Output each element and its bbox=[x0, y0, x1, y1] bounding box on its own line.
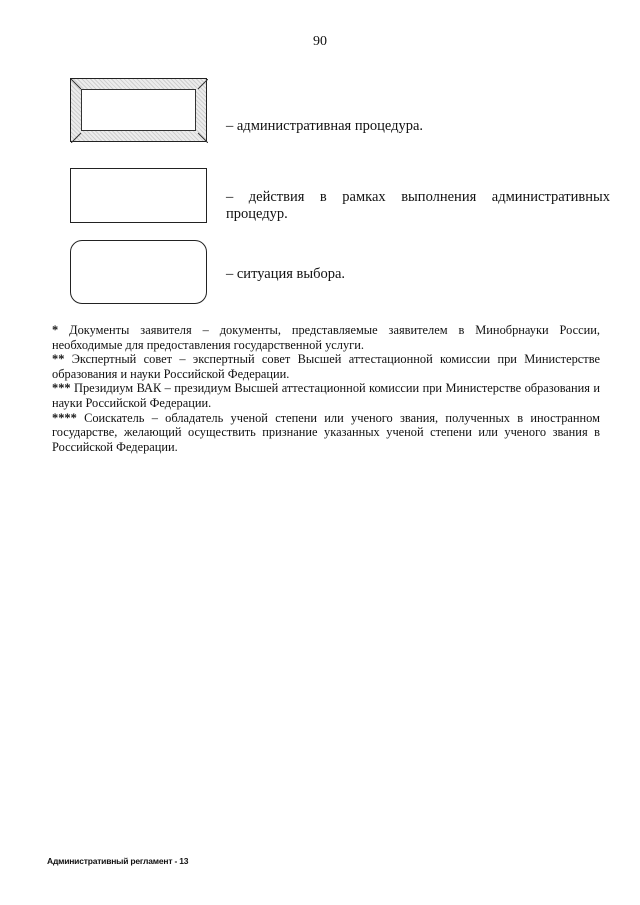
footnote bbox=[52, 352, 600, 381]
legend-caption: – административная процедура. bbox=[226, 118, 424, 134]
footnote-mark: **** bbox=[52, 410, 77, 425]
footnote-mark: * bbox=[52, 323, 59, 337]
footnote-text: Документы заявителя – документы, представляемые заявителем в Минобрнауки России, необходимые для предоставления государственной услуги. bbox=[52, 323, 600, 352]
footnote bbox=[52, 411, 600, 455]
page-number: 90 bbox=[313, 34, 327, 49]
document-footer: Административный регламент - 13 bbox=[47, 856, 189, 866]
footnote bbox=[52, 381, 600, 410]
legend-caption: – ситуация выбора. bbox=[226, 266, 346, 282]
footnotes bbox=[52, 323, 600, 454]
footnote-text: Соискатель – обладатель ученой степени или ученого звания, полученных в иностранном государстве, желающий осуществить признание указанных ученой степени или ученого звания в Российской Федерации. bbox=[52, 410, 600, 454]
footnote bbox=[52, 323, 600, 352]
rectangle-shape bbox=[70, 168, 207, 223]
bevelled-rectangle-shape bbox=[70, 78, 207, 142]
legend-item-administrative-procedure bbox=[70, 78, 610, 142]
legend-item-choice bbox=[70, 240, 610, 304]
rounded-rectangle-shape bbox=[70, 240, 207, 304]
footnote-mark: ** bbox=[52, 352, 65, 367]
footnote-text: Президиум ВАК – президиум Высшей аттестационной комиссии при Министерстве образования и науки Российской Федерации. bbox=[52, 381, 600, 410]
footnote-mark: *** bbox=[52, 381, 71, 396]
legend-caption: – действия в рамках выполнения административных процедур. bbox=[226, 189, 610, 222]
legend-item-actions bbox=[70, 168, 610, 232]
footnote-text: Экспертный совет – экспертный совет Высшей аттестационной комиссии при Министерстве образования и науки Российской Федерации. bbox=[52, 352, 600, 381]
